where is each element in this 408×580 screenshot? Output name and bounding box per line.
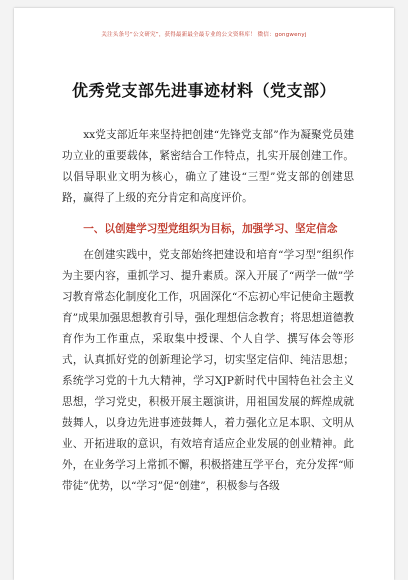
document-title: 优秀党支部先进事迹材料（党支部） [71, 81, 336, 100]
paragraph: 在创建实践中，党支部始终把建设和培育“学习型”组织作为主要内容，重抓学习、提升素质。深入开展了“两学一做”学习教育常态化制度化工作，巩固深化“不忘初心牢记使命主题教育”成果加强思想教育引导，强化理想信念教育；将思想道德教育作为工作重点，采取集中授课、个人自学、撰写体会等形式，认真抓好党的创新理论学习，切实坚定信仰、纯洁思想；系统学习党的十九大精神，学习XJP新时代中国特色社会主义思想，学习党史，积极开展主题演讲，用祖国发展的辉煌成就鼓舞人，以身边先进事迹鼓舞人，着力强化立足本职、文明从业、开拓进取的意识，有效培育适应企业发展的创业精神。此外，在业务学习上常抓不懈，积极搭建互学平台，充分发挥“师带徒”优势，以“学习”促“创建”，积极参与各级 [62, 249, 354, 492]
watermark-text: 关注头条号“公文研究”，获得最新最全最专业的公文资料库！ 微信：gongwenyj [101, 32, 307, 38]
document-page [14, 8, 394, 580]
paragraph: xx党支部近年来坚持把创建“先锋党支部”作为凝聚党员建功立业的重要载体，紧密结合工作特点，扎实开展创建工作。以倡导职业文明为核心，确立了建设“三型”党支部的创建思路，赢得了上级的充分肯定和高度评价。 [62, 129, 354, 204]
section-heading: 一、以创建学习型党组织为目标，加强学习、坚定信念 [83, 223, 338, 235]
